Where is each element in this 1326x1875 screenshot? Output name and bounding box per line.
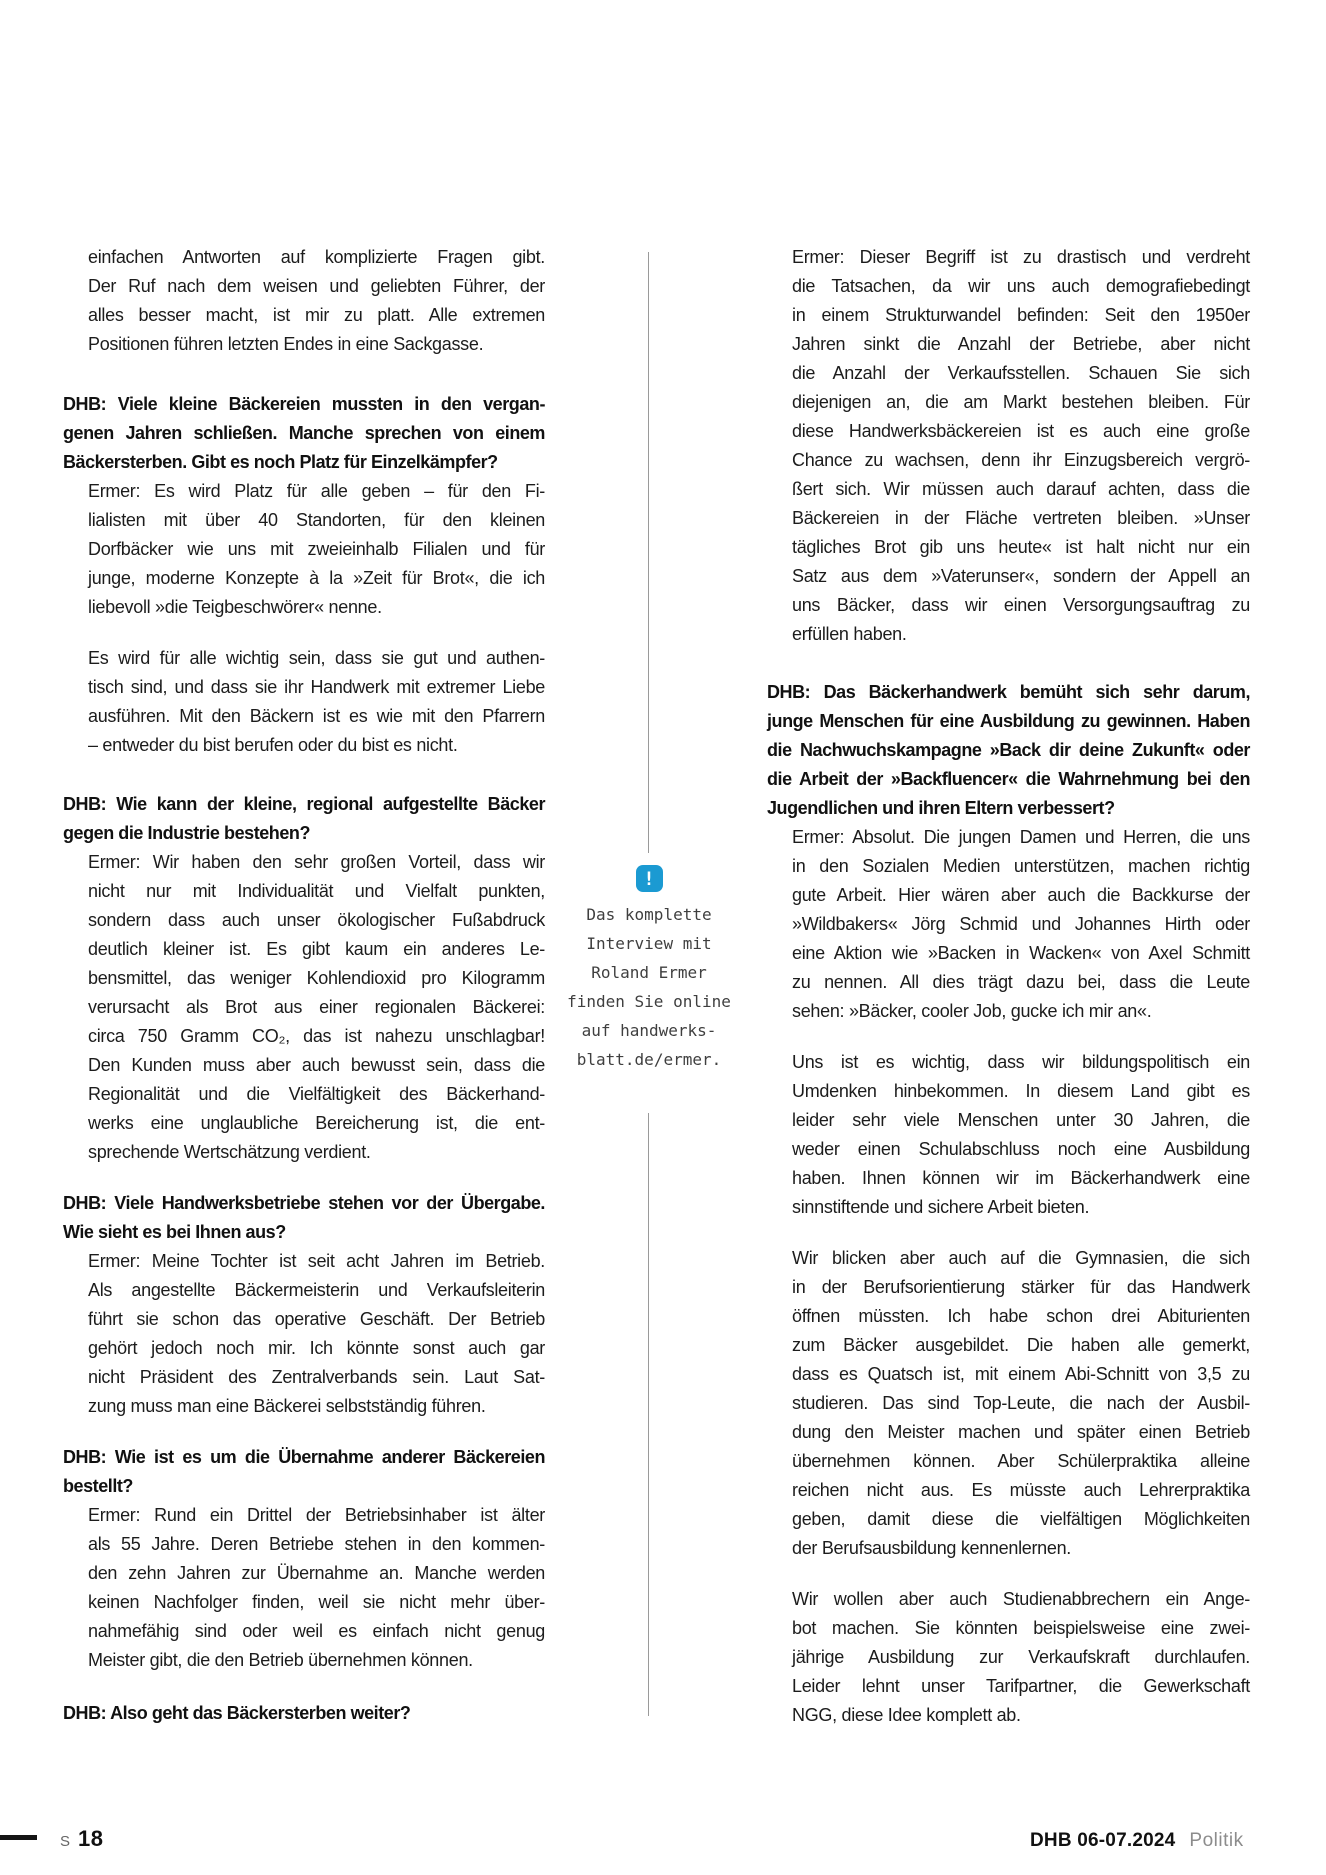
text-line: sprechende Wertschätzung verdient. bbox=[88, 1142, 371, 1162]
interview-question bbox=[63, 1699, 545, 1728]
text-line: werks eine unglaubliche Bereicherung ist, die ent- bbox=[88, 1113, 545, 1133]
text-line: DHB: Viele Handwerksbetriebe stehen vor der Übergabe. bbox=[63, 1193, 545, 1213]
interview-question bbox=[63, 790, 545, 848]
article-paragraph bbox=[792, 1048, 1250, 1222]
text-line: übernehmen können. Aber Schülerpraktika alleine bbox=[792, 1451, 1250, 1471]
text-line: Ermer: Es wird Platz für alle geben – für den Fi- bbox=[88, 481, 545, 501]
article-paragraph bbox=[792, 1244, 1250, 1563]
text-line: Ermer: Meine Tochter ist seit acht Jahren im Betrieb. bbox=[88, 1251, 545, 1271]
text-line: Jugendlichen und ihren Eltern verbessert? bbox=[767, 798, 1115, 818]
text-line: die Nachwuchskampagne »Back dir deine Zukunft« oder bbox=[767, 740, 1250, 760]
text-line: die Arbeit der »Backfluencer« die Wahrnehmung bei den bbox=[767, 769, 1250, 789]
text-line: Umdenken hinbekommen. In diesem Land gibt es bbox=[792, 1081, 1250, 1101]
article-paragraph bbox=[792, 823, 1250, 1026]
online-interview-callout bbox=[559, 865, 739, 1074]
text-line: DHB: Das Bäckerhandwerk bemüht sich sehr darum, bbox=[767, 682, 1250, 702]
text-line: dass es Quatsch ist, mit einem Abi-Schnitt von 3,5 zu bbox=[792, 1364, 1250, 1384]
text-line: erfüllen haben. bbox=[792, 624, 907, 644]
text-line: alles besser macht, ist mir zu platt. Alle extremen bbox=[88, 305, 545, 325]
text-line: lialisten mit über 40 Standorten, für den kleinen bbox=[88, 510, 545, 530]
text-line: Chance zu wachsen, denn ihr Einzugsbereich vergrö- bbox=[792, 450, 1250, 470]
text-line: DHB: Also geht das Bäckersterben weiter? bbox=[63, 1703, 411, 1723]
text-line: die Anzahl der Verkaufsstellen. Schauen Sie sich bbox=[792, 363, 1250, 383]
text-line: reichen nicht aus. Es müsste auch Lehrerpraktika bbox=[792, 1480, 1250, 1500]
text-line: leider sehr viele Menschen unter 30 Jahren, die bbox=[792, 1110, 1250, 1130]
article-paragraph bbox=[88, 243, 545, 359]
callout-line: auf handwerks- bbox=[581, 1021, 717, 1040]
text-line: DHB: Wie kann der kleine, regional aufgestellte Bäcker bbox=[63, 794, 545, 814]
text-line: Ermer: Wir haben den sehr großen Vorteil, dass wir bbox=[88, 852, 545, 872]
text-line: Satz aus dem »Vaterunser«, sondern der Appell an bbox=[792, 566, 1250, 586]
text-line: führt sie schon das operative Geschäft. Der Betrieb bbox=[88, 1309, 545, 1329]
text-line: sondern dass auch unser ökologischer Fußabdruck bbox=[88, 910, 545, 930]
callout-line: Roland Ermer bbox=[591, 963, 707, 982]
text-line: Bäckereien in der Fläche vertreten bleiben. »Unser bbox=[792, 508, 1250, 528]
article-column-right bbox=[767, 243, 1250, 1730]
footer-issue-section bbox=[1030, 1830, 1244, 1852]
text-line: in der Berufsorientierung stärker für das Handwerk bbox=[792, 1277, 1250, 1297]
text-line: »Wildbakers« Jörg Schmid und Johannes Hirth oder bbox=[792, 914, 1250, 934]
text-line: Ermer: Absolut. Die jungen Damen und Herren, die uns bbox=[792, 827, 1250, 847]
text-line: – entweder du bist berufen oder du bist es nicht. bbox=[88, 735, 458, 755]
text-line: gute Arbeit. Hier wären aber auch die Backkurse der bbox=[792, 885, 1250, 905]
text-line: Bäckersterben. Gibt es noch Platz für Einzelkämpfer? bbox=[63, 452, 498, 472]
text-line: zu nennen. All dies trägt dazu bei, dass die Leute bbox=[792, 972, 1250, 992]
page-number bbox=[60, 1826, 104, 1852]
text-line: ßert sich. Wir müssen auch darauf achten, dass die bbox=[792, 479, 1250, 499]
text-line: junge, moderne Konzepte à la »Zeit für Brot«, die ich bbox=[88, 568, 545, 588]
text-line: diejenigen an, die am Markt bestehen bleiben. Für bbox=[792, 392, 1250, 412]
article-paragraph bbox=[88, 1501, 545, 1675]
text-line: bot machen. Sie könnten beispielsweise eine zwei- bbox=[792, 1618, 1250, 1638]
text-line: Regionalität und die Vielfältigkeit des Bäckerhand- bbox=[88, 1084, 545, 1104]
text-line: Als angestellte Bäckermeisterin und Verkaufsleiterin bbox=[88, 1280, 545, 1300]
text-line: als 55 Jahre. Deren Betriebe stehen in den kommen- bbox=[88, 1534, 545, 1554]
column-divider-bottom bbox=[648, 1113, 649, 1716]
text-line: Wir blicken aber auch auf die Gymnasien, die sich bbox=[792, 1248, 1250, 1268]
text-line: deutlich kleiner ist. Es gibt kaum ein anderes Le- bbox=[88, 939, 545, 959]
text-line: verursacht als Brot aus einer regionalen Bäckerei: bbox=[88, 997, 545, 1017]
text-line: weder einen Schulabschluss noch eine Ausbildung bbox=[792, 1139, 1250, 1159]
text-line: nahmefähig sind oder weil es einfach nicht genug bbox=[88, 1621, 545, 1641]
text-line: genen Jahren schließen. Manche sprechen von einem bbox=[63, 423, 545, 443]
text-line: Leider lehnt unser Tarifpartner, die Gewerkschaft bbox=[792, 1676, 1250, 1696]
callout-line: finden Sie online bbox=[567, 992, 731, 1011]
text-line: junge Menschen für eine Ausbildung zu gewinnen. Haben bbox=[767, 711, 1250, 731]
article-paragraph bbox=[88, 1247, 545, 1421]
text-line: zum Bäcker ausgebildet. Die haben alle gemerkt, bbox=[792, 1335, 1250, 1355]
interview-question bbox=[63, 1443, 545, 1501]
text-line: gehört jedoch noch mir. Ich könnte sonst auch gar bbox=[88, 1338, 545, 1358]
text-line: den zehn Jahren zur Übernahme an. Manche werden bbox=[88, 1563, 545, 1583]
article-paragraph bbox=[88, 848, 545, 1167]
text-line: keinen Nachfolger finden, weil sie nicht mehr über- bbox=[88, 1592, 545, 1612]
article-paragraph bbox=[88, 644, 545, 760]
article-paragraph bbox=[792, 243, 1250, 649]
interview-question bbox=[767, 678, 1250, 823]
text-line: circa 750 Gramm CO₂, das ist nahezu unschlagbar! bbox=[88, 1026, 545, 1046]
text-line: öffnen müssten. Ich habe schon drei Abiturienten bbox=[792, 1306, 1250, 1326]
text-line: sinnstiftende und sichere Arbeit bieten. bbox=[792, 1197, 1090, 1217]
text-line: gegen die Industrie bestehen? bbox=[63, 823, 310, 843]
callout-line: blatt.de/ermer. bbox=[576, 1050, 722, 1069]
text-line: Wie sieht es bei Ihnen aus? bbox=[63, 1222, 286, 1242]
text-line: Ermer: Rund ein Drittel der Betriebsinhaber ist älter bbox=[88, 1505, 545, 1525]
text-line: jährige Ausbildung zur Verkaufskraft durchlaufen. bbox=[792, 1647, 1250, 1667]
footer-rule bbox=[0, 1835, 37, 1840]
text-line: Meister gibt, die den Betrieb übernehmen können. bbox=[88, 1650, 473, 1670]
text-line: studieren. Das sind Top-Leute, die nach der Ausbil- bbox=[792, 1393, 1250, 1413]
text-line: ausführen. Mit den Bäckern ist es wie mit den Pfarrern bbox=[88, 706, 545, 726]
text-line: diese Handwerksbäckereien ist es auch eine große bbox=[792, 421, 1250, 441]
text-line: nicht nur mit Individualität und Vielfalt punkten, bbox=[88, 881, 545, 901]
text-line: DHB: Wie ist es um die Übernahme anderer Bäckereien bbox=[63, 1447, 545, 1467]
text-line: liebevoll »die Teigbeschwörer« nenne. bbox=[88, 597, 382, 617]
interview-question bbox=[63, 1189, 545, 1247]
text-line: Uns ist es wichtig, dass wir bildungspolitisch ein bbox=[792, 1052, 1250, 1072]
article-paragraph bbox=[792, 1585, 1250, 1730]
text-line: einfachen Antworten auf komplizierte Fragen gibt. bbox=[88, 247, 545, 267]
text-line: nicht Präsident des Zentralverbands sein. Laut Sat- bbox=[88, 1367, 545, 1387]
text-line: Der Ruf nach dem weisen und geliebten Führer, der bbox=[88, 276, 545, 296]
callout-text bbox=[559, 900, 739, 1074]
callout-line: Das komplette bbox=[586, 905, 712, 924]
text-line: der Berufsausbildung kennenlernen. bbox=[792, 1538, 1072, 1558]
text-line: tisch sind, und dass sie ihr Handwerk mit extremer Liebe bbox=[88, 677, 545, 697]
text-line: Es wird für alle wichtig sein, dass sie gut und authen- bbox=[88, 648, 545, 668]
text-line: Dorfbäcker wie uns mit zweieinhalb Filialen und für bbox=[88, 539, 545, 559]
text-line: sehen: »Bäcker, cooler Job, gucke ich mir an«. bbox=[792, 1001, 1152, 1021]
exclamation-glyph: ! bbox=[643, 868, 655, 890]
text-line: Ermer: Dieser Begriff ist zu drastisch und verdreht bbox=[792, 247, 1250, 267]
text-line: Positionen führen letzten Endes in eine Sackgasse. bbox=[88, 334, 484, 354]
text-line: Jahren sinkt die Anzahl der Betriebe, aber nicht bbox=[792, 334, 1250, 354]
page-prefix: S bbox=[60, 1833, 72, 1850]
text-line: eine Aktion wie »Backen in Wacken« von Axel Schmitt bbox=[792, 943, 1250, 963]
text-line: zung muss man eine Bäckerei selbstständig führen. bbox=[88, 1396, 486, 1416]
callout-line: Interview mit bbox=[586, 934, 712, 953]
text-line: DHB: Viele kleine Bäckereien mussten in den vergan- bbox=[63, 394, 545, 414]
text-line: die Tatsachen, da wir uns auch demografiebedingt bbox=[792, 276, 1250, 296]
text-line: in einem Strukturwandel befinden: Seit den 1950er bbox=[792, 305, 1250, 325]
issue-label: DHB 06-07.2024 bbox=[1030, 1830, 1176, 1851]
text-line: uns Bäcker, dass wir einen Versorgungsauftrag zu bbox=[792, 595, 1250, 615]
text-line: bensmittel, das weniger Kohlendioxid pro Kilogramm bbox=[88, 968, 545, 988]
text-line: Den Kunden muss aber auch bewusst sein, dass die bbox=[88, 1055, 545, 1075]
article-column-left bbox=[63, 243, 545, 1728]
exclamation-icon bbox=[636, 865, 663, 892]
text-line: NGG, diese Idee komplett ab. bbox=[792, 1705, 1021, 1725]
text-line: dung den Meister machen und später einen Betrieb bbox=[792, 1422, 1250, 1442]
text-line: haben. Ihnen können wir im Bäckerhandwerk eine bbox=[792, 1168, 1250, 1188]
page-number-value: 18 bbox=[78, 1826, 104, 1851]
text-line: geben, damit diese die vielfältigen Möglichkeiten bbox=[792, 1509, 1250, 1529]
text-line: tägliches Brot gib uns heute« ist halt nicht nur ein bbox=[792, 537, 1250, 557]
text-line: bestellt? bbox=[63, 1476, 133, 1496]
text-line: in den Sozialen Medien unterstützen, machen richtig bbox=[792, 856, 1250, 876]
article-paragraph bbox=[88, 477, 545, 622]
interview-question bbox=[63, 390, 545, 477]
column-divider-top bbox=[648, 252, 649, 853]
section-label: Politik bbox=[1189, 1830, 1244, 1851]
text-line: Wir wollen aber auch Studienabbrechern ein Ange- bbox=[792, 1589, 1250, 1609]
